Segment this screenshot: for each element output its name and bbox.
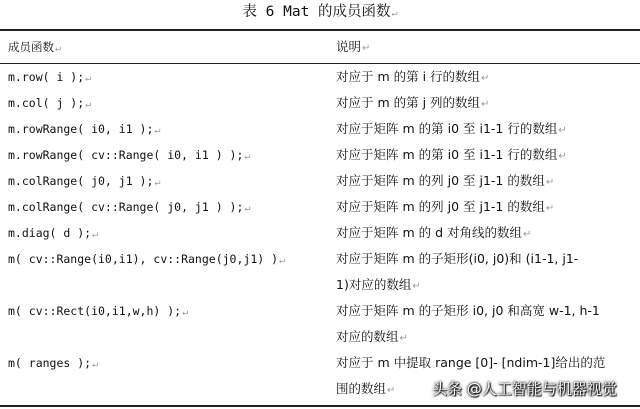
description-line: 对应于 m 的第 i 行的数组↵ [336, 69, 490, 84]
description-line: 对应于矩阵 m 的第 i0 至 i1-1 行的数组↵ [336, 121, 567, 136]
paragraph-mark: ↵ [92, 229, 99, 240]
function-cell [8, 90, 328, 116]
paragraph-mark: ↵ [412, 281, 421, 292]
header-col-function: 成员函数↵ [8, 40, 62, 54]
function-text: m.rowRange( i0, i1 );↵ [8, 122, 161, 136]
paragraph-mark: ↵ [92, 359, 99, 370]
description-cell [336, 142, 626, 168]
watermark: 头条 @人工智能与机器视觉 [432, 380, 617, 398]
description-line: 对应于矩阵 m 的子矩形 i0, j0 和高宽 w-1, h-1 [336, 303, 600, 318]
function-cell [8, 194, 328, 220]
description-cell [336, 220, 626, 246]
paragraph-mark: ↵ [545, 203, 555, 214]
paragraph-mark: ↵ [399, 333, 408, 344]
description-cell [336, 246, 626, 298]
function-cell [8, 168, 328, 194]
description-cell [336, 64, 626, 90]
function-text: m.colRange( j0, j1 );↵ [8, 174, 161, 188]
description-line: 围的数组↵ [336, 381, 396, 396]
description-cell [336, 116, 626, 142]
paragraph-mark: ↵ [154, 125, 161, 136]
description-cell [336, 168, 626, 194]
description-line: 对应于矩阵 m 的 d 对角线的数组↵ [336, 225, 532, 240]
paragraph-mark: ↵ [523, 229, 532, 240]
description-line: 1)对应的数组↵ [336, 277, 421, 292]
description-line: 对应于矩阵 m 的子矩形(i0, j0)和 (i1-1, j1- [336, 251, 579, 266]
description-line: 对应于矩阵 m 的列 j0 至 j1-1 的数组↵ [336, 173, 555, 188]
function-text: m.rowRange( cv::Range( i0, i1 ) );↵ [8, 148, 251, 162]
description-line: 对应的数组↵ [336, 329, 408, 344]
paragraph-mark: ↵ [391, 8, 398, 19]
paragraph-mark: ↵ [558, 125, 567, 136]
table-caption: 表 6 Mat 的成员函数↵ [242, 4, 398, 20]
paragraph-mark: ↵ [545, 177, 555, 188]
function-cell [8, 220, 328, 246]
paragraph-mark: ↵ [387, 385, 396, 396]
description-cell [336, 298, 626, 350]
function-cell [8, 64, 328, 90]
paragraph-mark: ↵ [481, 73, 490, 84]
function-cell [8, 298, 328, 324]
function-text: m.colRange( cv::Range( j0, j1 ) );↵ [8, 200, 251, 214]
description-cell [336, 194, 626, 220]
function-cell [8, 116, 328, 142]
description-line: 对应于矩阵 m 的第 i0 至 i1-1 行的数组↵ [336, 147, 567, 162]
function-text: m.col( j );↵ [8, 96, 92, 110]
function-text: m.diag( d );↵ [8, 226, 99, 240]
function-text: m( ranges );↵ [8, 356, 99, 370]
paragraph-mark: ↵ [244, 151, 251, 162]
header-col-description: 说明↵ [336, 39, 371, 54]
paragraph-mark: ↵ [558, 151, 567, 162]
paragraph-mark: ↵ [85, 73, 92, 84]
paragraph-mark: ↵ [182, 307, 189, 318]
paragraph-mark: ↵ [279, 255, 286, 266]
function-text: m.row( i );↵ [8, 70, 92, 84]
bottom-rule [0, 405, 640, 407]
paragraph-mark: ↵ [244, 203, 251, 214]
paragraph-mark: ↵ [481, 99, 490, 110]
function-text: m( cv::Rect(i0,i1,w,h) );↵ [8, 304, 189, 318]
function-cell [8, 350, 328, 376]
description-cell [336, 90, 626, 116]
description-line: 对应于 m 的第 j 列的数组↵ [336, 95, 490, 110]
function-cell [8, 246, 328, 272]
paragraph-mark: ↵ [85, 99, 92, 110]
paragraph-mark: ↵ [154, 177, 161, 188]
description-line: 对应于 m 中提取 range [0]- [ndim-1]给出的范 [336, 355, 606, 370]
function-text: m( cv::Range(i0,i1), cv::Range(j0,j1) )↵ [8, 252, 286, 266]
description-line: 对应于矩阵 m 的列 j0 至 j1-1 的数组↵ [336, 199, 555, 214]
paragraph-mark: ↵ [55, 43, 62, 54]
function-cell [8, 142, 328, 168]
paragraph-mark: ↵ [362, 43, 371, 54]
